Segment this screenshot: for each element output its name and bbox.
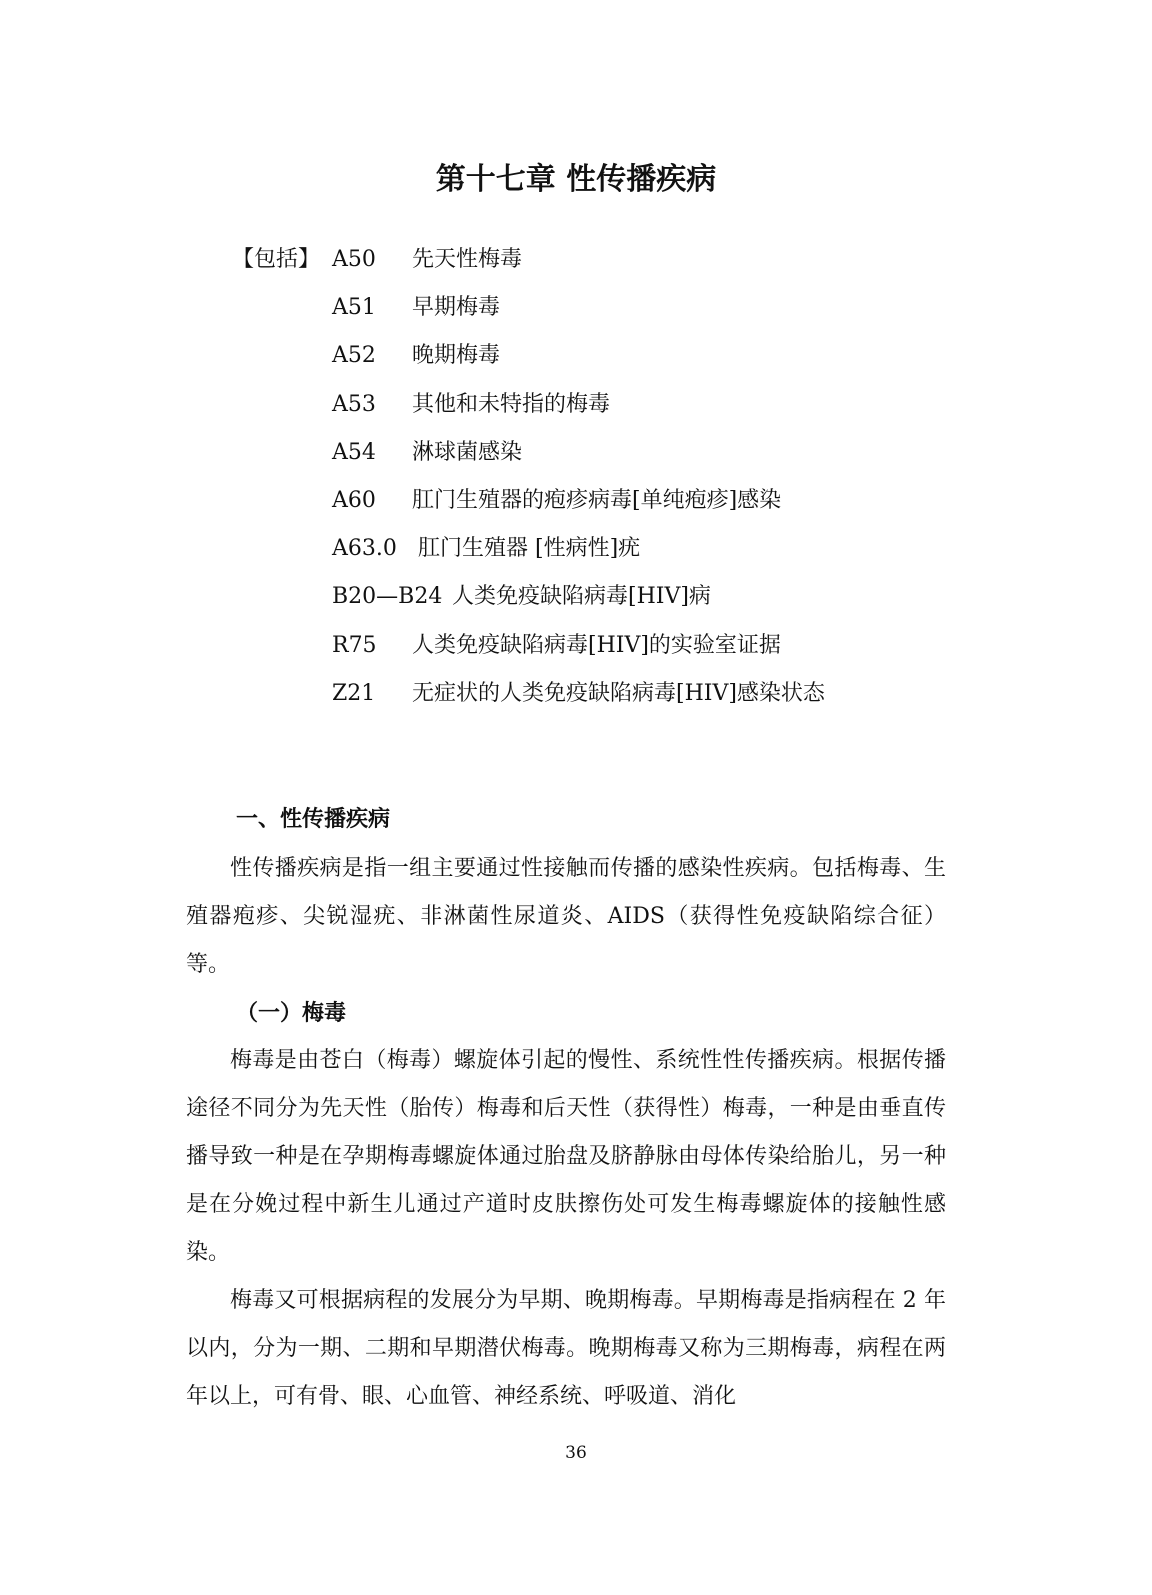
icd-code: A63.0 (332, 536, 397, 562)
includes-row (232, 479, 992, 527)
includes-row (232, 527, 992, 575)
icd-description: 人类免疫缺陷病毒[HIV]的实验室证据 (412, 632, 781, 658)
icd-description: 先天性梅毒 (412, 247, 523, 272)
includes-row (232, 575, 992, 623)
includes-list (232, 238, 992, 720)
includes-row (232, 624, 992, 672)
icd-code: R75 (332, 632, 377, 658)
icd-description: 早期梅毒 (412, 295, 501, 321)
icd-code: A53 (332, 391, 376, 417)
includes-label: 【包括】 (232, 247, 321, 272)
sub-heading: （一）梅毒 (236, 1000, 347, 1026)
icd-code: A52 (332, 343, 376, 369)
icd-code: B20—B24 (332, 584, 443, 610)
icd-code: A60 (332, 487, 376, 513)
page-title: 第十七章 性传播疾病 (435, 162, 717, 197)
includes-row (232, 286, 992, 334)
icd-description: 无症状的人类免疫缺陷病毒[HIV]感染状态 (412, 680, 825, 706)
icd-description: 人类免疫缺陷病毒[HIV]病 (452, 584, 711, 610)
icd-description: 肛门生殖器的疱疹病毒[单纯疱疹]感染 (412, 487, 782, 513)
icd-description: 淋球菌感染 (412, 439, 523, 465)
includes-row (232, 334, 992, 382)
icd-code: Z21 (332, 680, 376, 706)
includes-row (232, 238, 992, 286)
icd-description: 晚期梅毒 (412, 343, 501, 369)
section-heading: 一、性传播疾病 (236, 806, 391, 832)
icd-code: A50 (332, 247, 376, 272)
body-paragraph: 梅毒是由苍白（梅毒）螺旋体引起的慢性、系统性性传播疾病。根据传播途径不同分为先天性（胎传）梅毒和后天性（获得性）梅毒，一种是由垂直传播导致一种是在孕期梅毒螺旋体通过胎盘及脐静脉由母体传染给胎儿，另一种是在分娩过程中新生儿通过产道时皮肤擦伤处可发生梅毒螺旋体的接触性感染。 (186, 1048, 946, 1265)
includes-row (232, 672, 992, 720)
icd-description: 肛门生殖器 [性病性]疣 (418, 536, 641, 562)
icd-description: 其他和未特指的梅毒 (412, 391, 611, 417)
includes-row (232, 431, 992, 479)
icd-code: A51 (332, 295, 376, 321)
body-paragraph: 梅毒又可根据病程的发展分为早期、晚期梅毒。早期梅毒是指病程在 2 年以内，分为一期、二期和早期潜伏梅毒。晚期梅毒又称为三期梅毒，病程在两年以上，可有骨、眼、心血管、神经系统、呼吸道、消化 (186, 1288, 946, 1409)
page-number: 36 (565, 1443, 587, 1463)
icd-code: A54 (332, 439, 376, 465)
body-paragraph: 性传播疾病是指一组主要通过性接触而传播的感染性疾病。包括梅毒、生殖器疱疹、尖锐湿疣、非淋菌性尿道炎、AIDS（获得性免疫缺陷综合征）等。 (186, 856, 946, 977)
includes-row (232, 383, 992, 431)
